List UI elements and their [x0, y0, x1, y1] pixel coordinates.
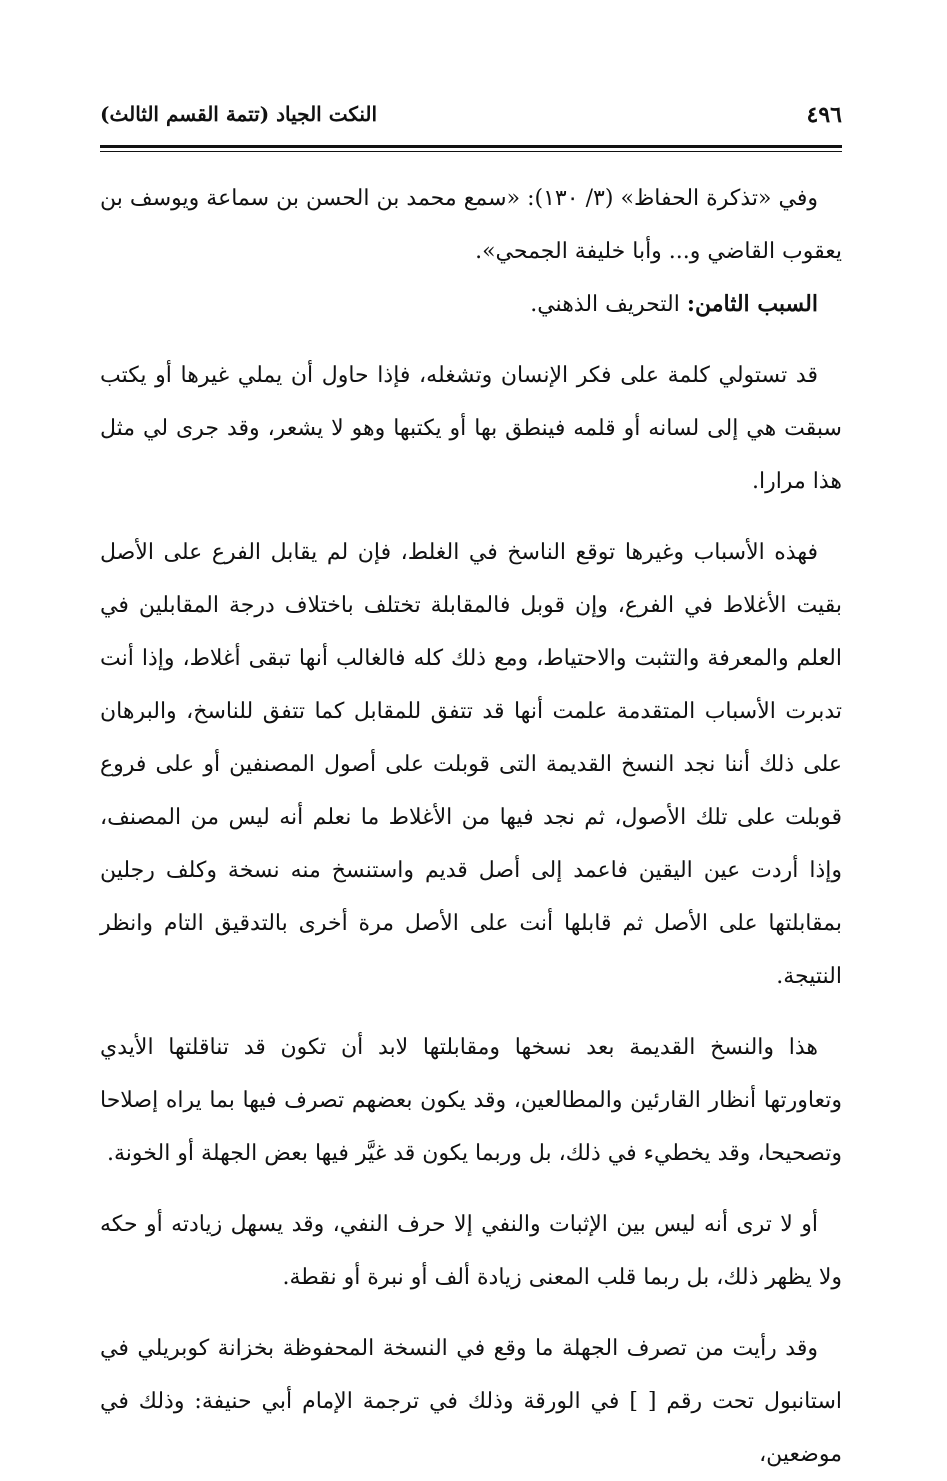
paragraph-tadhkira: وفي «تذكرة الحفاظ» (٣/ ١٣٠): «سمع محمد بن الحسن بن سماعة ويوسف بن يعقوب القاضي و... وأبا خليفة الجمحي». — [100, 186, 842, 264]
section-title: التحريف الذهني. — [530, 292, 680, 317]
page-body — [100, 172, 842, 1481]
section-heading — [100, 278, 842, 331]
header-rule — [100, 145, 842, 148]
paragraph-collation: فهذه الأسباب وغيرها توقع الناسخ في الغلط، فإن لم يقابل الفرع على الأصل بقيت الأغلاط في الفرع، وإن قوبل فالمقابلة تختلف باختلاف درجة المقابلين في العلم والمعرفة والتثبت والاحتياط، ومع ذلك كله فالغالب أنها تبقى أغلاط، وإذا أنت تدبرت الأسباب المتقدمة علمت أنها قد تتفق للمقابل كما تتفق للناسخ، والبرهان على ذلك أننا نجد النسخ القديمة التى قوبلت على أصول المصنفين أو على فروع قوبلت على تلك الأصول، ثم نجد فيها من الأغلاط ما نعلم أنه ليس من المصنف، وإذا أردت عين اليقين فاعمد إلى أصل قديم واستنسخ منه نسخة وكلف رجلين بمقابلتها على الأصل ثم قابلها أنت على الأصل مرة أخرى بالتدقيق التام وانظر النتيجة. — [100, 540, 842, 989]
running-title: النكت الجياد (تتمة القسم الثالث) — [100, 102, 378, 126]
paragraph-old-copies: هذا والنسخ القديمة بعد نسخها ومقابلتها لابد أن تكون قد تناقلتها الأيدي وتعاورتها أنظار القارئين والمطالعين، وقد يكون بعضهم تصرف فيها بما يراه إصلاحا وتصحيحا، وقد يخطيء في ذلك، بل وربما يكون قد غيَّر فيها بعض الجهلة أو الخونة. — [100, 1035, 842, 1166]
paragraph-mental-distortion: قد تستولي كلمة على فكر الإنسان وتشغله، فإذا حاول أن يملي غيرها أو يكتب سبقت هي إلى لسانه أو قلمه فينطق بها أو يكتبها وهو لا يشعر، وقد جرى لي مثل هذا مرارا. — [100, 363, 842, 494]
paragraph-negation: أو لا ترى أنه ليس بين الإثبات والنفي إلا حرف النفي، وقد يسهل زيادته أو حكه ولا يظهر ذلك، بل ربما قلب المعنى زيادة ألف أو نبرة أو نقطة. — [100, 1212, 842, 1290]
header-rule-thin — [100, 151, 842, 152]
paragraph-koprulu: وقد رأيت من تصرف الجهلة ما وقع في النسخة المحفوظة بخزانة كوبريلي في استانبول تحت رقم [ ] في الورقة وذلك في ترجمة الإمام أبي حنيفة: وذلك في موضعين، — [100, 1336, 842, 1467]
section-label: السبب الثامن: — [686, 291, 818, 317]
page-number: ٤٩٦ — [806, 102, 842, 128]
page-header — [100, 96, 842, 136]
